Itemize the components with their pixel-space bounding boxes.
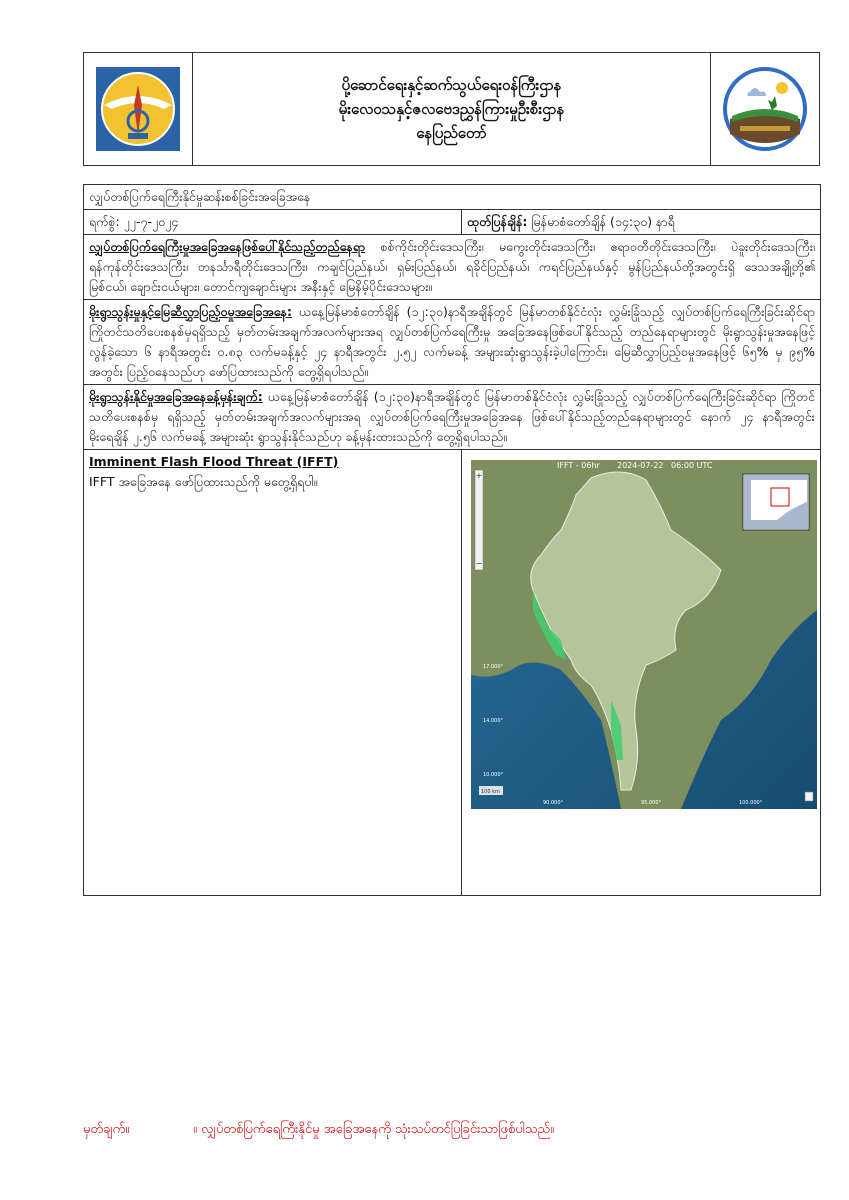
lon-label-2: 95.000° [641,800,661,806]
right-logo-cell [711,53,820,166]
header-table [83,52,820,166]
left-logo-cell [84,53,193,166]
map-time: 06:00 UTC [671,461,713,470]
lon-label-3: 100.000° [739,800,763,806]
zoom-control[interactable] [475,470,483,570]
scale-bar-label: 100 km [481,789,500,795]
ifft-map[interactable] [471,460,817,809]
forecast-section [84,385,821,450]
date-cell [84,210,462,235]
footer-note [83,1121,554,1140]
ifft-text: IFFT အခြေအနေ ဖော်ပြထားသည်ကို မတွေ့ရှိရပါ။ [89,474,318,489]
map-date: 2024-07-22 [617,461,664,470]
issue-time-cell [462,210,821,235]
risk-areas-heading: လျှပ်တစ်ပြက်ရေကြီးမှုအခြေအနေဖြစ်ပေါ်နိုင်သည့်တည်နေရာ [89,239,366,254]
date-value: ၂၂-၇-၂၀၂၄ [123,214,179,229]
rain-soil-text: ယနေ့မြန်မာစံတော်ချိန် (၁၂:၃၀)နာရီအချိန်တွင် မြန်မာတစ်နိုင်ငံလုံး လွှမ်းခြုံသည့် လျှပ်တစ်ပြက်ရေကြီးခြင်းဆိုင်ရာ ကြိုတင်သတိပေးစနစ်မှရရှိသည့် မှတ်တမ်းအချက်အလက်များအရ လျှပ်တစ်ပြက်ရေကြီးမှု အခြေအနေဖြစ်ပေါ်နိုင်သည့် တည်နေရာများတွင် မိုးရွာသွန်းမှုအနေဖြင့် လွန်ခဲ့သော ၆ နာရီအတွင်း ၀.၈၃ လက်မခန့်နှင့် ၂၄ နာရီအတွင်း ၂.၅၂ လက်မခန့် အများဆုံးရွာသွန်းခဲ့ပါကြောင်း၊ မြေဆီလွှာပြည့်ဝမှုအနေဖြင့် ၆၅% မှ ၉၅% အတွင်း ပြည့်ဝနေသည်ဟု ဖော်ပြထားသည်ကို တွေ့ရှိရပါသည်။ [89,304,815,379]
bulletin-page [83,52,820,896]
issue-time-label: ထုတ်ပြန်ချိန်: [467,214,528,229]
ifft-map-cell [462,450,821,896]
risk-areas-text: စစ်ကိုင်းတိုင်းဒေသကြီး၊ မကွေးတိုင်းဒေသကြီး၊ ဧရာဝတီတိုင်းဒေသကြီး၊ ပဲခူးတိုင်းဒေသကြီး၊ ရန်ကုန်တိုင်းဒေသကြီး၊ တနင်္သာရီတိုင်းဒေသကြီး၊ ကချင်ပြည်နယ်၊ ရှမ်းပြည်နယ်၊ ရခိုင်ပြည်နယ်၊ ကရင်ပြည်နယ်နှင့် မွန်ပြည်နယ်တို့အတွင်းရှိ ဒေသအချို့တို့၏ မြစ်ငယ်၊ ချောင်းငယ်များ၊ တောင်ကျချောင်းများ အနီးနှင့် မြေနိမ့်ပိုင်းဒေသများ။ [89,239,815,294]
forecast-heading: မိုးရွာသွန်းနိုင်မှုအခြေအနေခန့်မှန်းချက်: [89,389,263,404]
ifft-section [84,450,462,896]
lat-label-2: 14.000° [483,718,503,724]
rain-soil-heading: မိုးရွာသွန်းမှုနှင့်မြေဆီလွှာပြည့်ဝမှုအခြေအနေ: [89,304,292,319]
forecast-text: ယနေ့မြန်မာစံတော်ချိန် (၁၂:၃၀)နာရီအချိန်တွင် မြန်မာတစ်နိုင်ငံလုံး လွှမ်းခြုံသည့် လျှပ်တစ်ပြက်ရေကြီးခြင်းဆိုင်ရာ ကြိုတင်သတိပေးစနစ်မှ ရရှိသည့် မှတ်တမ်းအချက်အလက်များအရ လျှပ်တစ်ပြက်ရေကြီးမှုအခြေအနေ ဖြစ်ပေါ်နိုင်သည့်တည်နေရာများတွင် နောက် ၂၄ နာရီအတွင်း မိုးရေချိန် ၂.၅၆ လက်မခန့် အများဆုံး ရွာသွန်းနိုင်သည်ဟု ခန့်မှန်းထားသည်ကို တွေ့ရှိရပါသည်။ [89,389,815,444]
lat-label-3: 10.000° [483,772,503,778]
bulletin-title: လျှပ်တစ်ပြက်ရေကြီးနိုင်မှုဆန်းစစ်ခြင်းအခြေအနေ [84,185,821,210]
ministry-emblem-icon [94,65,182,153]
department-line-3: နေပြည်တော် [416,124,487,142]
ifft-heading: Imminent Flash Flood Threat (IFFT) [89,454,339,469]
map-info-button[interactable] [805,792,813,801]
department-line-2: မိုးလေဝသနှင့်ဇလဗေဒညွှန်ကြားမှုဦးစီးဌာန [338,100,565,118]
department-title-cell [193,53,711,166]
zoom-in-button[interactable]: + [475,471,483,480]
zoom-out-button[interactable]: − [475,559,483,568]
department-line-1: ပို့ဆောင်ရေးနှင့်ဆက်သွယ်ရေးဝန်ကြီးဌာန [341,76,562,94]
hydrology-cycle-icon [720,64,810,154]
lat-label-1: 17.000° [483,664,503,670]
bulletin-table [83,184,821,896]
footer-note-text: ။ လျှပ်တစ်ပြက်ရေကြီးနိုင်မှု အခြေအနေကို သုံးသပ်တင်ပြခြင်းသာဖြစ်ပါသည်။ [193,1122,554,1137]
rain-soil-section [84,300,821,385]
lon-label-1: 90.000° [543,800,563,806]
issue-time-value: မြန်မာစံတော်ချိန် (၁၄:၃၀) နာရီ [531,214,675,229]
ifft-map-canvas [471,460,817,809]
footer-note-label: မှတ်ချက်။ [83,1122,130,1137]
date-label: ရက်စွဲ: [89,214,120,229]
risk-areas-section [84,235,821,300]
map-title: IFFT - 06hr [557,461,600,470]
